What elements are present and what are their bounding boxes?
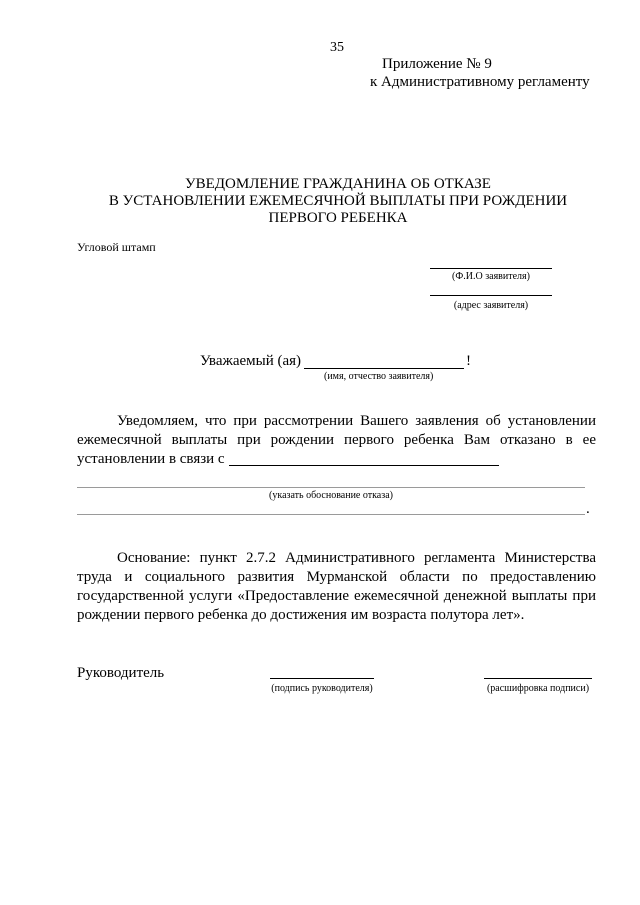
notice-paragraph [77, 413, 596, 451]
applicant-name-caption: (Ф.И.О заявителя) [452, 271, 530, 282]
page-number: 35 [330, 40, 344, 55]
basis-paragraph [77, 550, 596, 607]
signature-decode-caption: (расшифровка подписи) [486, 683, 590, 694]
greeting-exclamation: ! [466, 353, 471, 369]
appendix-number: Приложение № 9 [382, 56, 492, 72]
basis-line-1: Основание: пункт 2.7.2 Административного регламента Министерства [117, 550, 596, 566]
reason-caption: (указать обоснование отказа) [269, 490, 393, 501]
reason-end-mark: . [586, 501, 590, 517]
corner-stamp-label: Угловой штамп [77, 240, 156, 254]
basis-line-3: государственной услуги «Предоставление ежемесячной денежной выплаты при [77, 588, 596, 604]
signature-sign-line [270, 678, 374, 679]
signature-role: Руководитель [77, 665, 165, 681]
reason-line-2 [77, 514, 585, 515]
greeting-caption: (имя, отчество заявителя) [324, 371, 434, 382]
applicant-address-line [430, 295, 552, 296]
signature-decode-line [484, 678, 592, 679]
title-line-2: В УСТАНОВЛЕНИИ ЕЖЕМЕСЯЧНОЙ ВЫПЛАТЫ ПРИ РОЖДЕНИИ [108, 193, 568, 209]
applicant-name-line [430, 268, 552, 269]
notice-line-1: Уведомляем, что при рассмотрении Вашего заявления об установлении [117, 413, 596, 429]
title-line-3: ПЕРВОГО РЕБЕНКА [268, 210, 408, 226]
reason-line-1 [77, 487, 585, 488]
signature-sign-caption: (подпись руководителя) [271, 683, 373, 694]
basis-line-2: труда и социального развития Мурманской области по предоставлению [77, 569, 596, 585]
greeting-text: Уважаемый (ая) [200, 353, 302, 369]
notice-line-2: ежемесячной выплаты при рождении первого ребенка Вам отказано в ее [77, 432, 596, 448]
greeting-name-line [304, 368, 464, 369]
applicant-address-caption: (адрес заявителя) [453, 300, 529, 311]
title-line-1: УВЕДОМЛЕНИЕ ГРАЖДАНИНА ОБ ОТКАЗЕ [185, 176, 491, 192]
basis-line-4: рождении первого ребенка до достижения им возраста полутора лет». [77, 607, 525, 623]
notice-reason-line [229, 465, 499, 466]
notice-line-3: установлении в связи с [77, 451, 225, 467]
appendix-regulation: к Административному регламенту [370, 74, 590, 90]
